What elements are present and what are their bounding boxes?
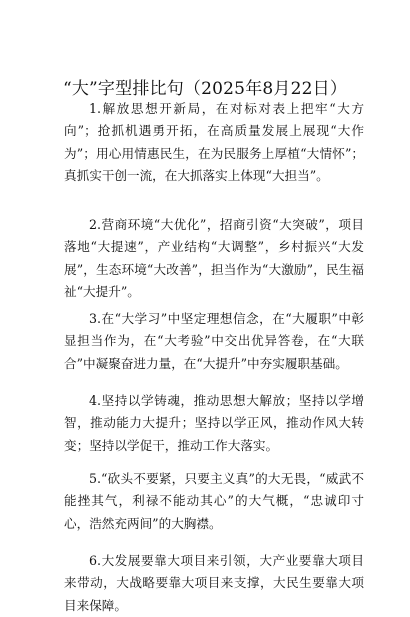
document-title: “大”字型排比句（2025年8月22日） <box>62 79 348 99</box>
paragraph-3: 3.在“大学习”中坚定理想信念，在“大履职”中彰显担当作为，在“大考验”中交出优异答卷，在“大联合”中凝聚奋进力量，在“大提升”中夯实履职基础。 <box>64 311 364 371</box>
paragraph-4: 4.坚持以学铸魂，推动思想大解放；坚持以学增智，推动能力大提升；坚持以学正风，推动作风大转变；坚持以学促干，推动工作大落实。 <box>64 393 364 453</box>
paragraph-5: 5.“砍头不要紧，只要主义真”的大无畏，“威武不能挫其气，利禄不能动其心”的大气概，“忠诚印寸心，浩然充两间”的大胸襟。 <box>64 471 364 531</box>
paragraph-2: 2.营商环境“大优化”，招商引资“大突破”，项目落地“大提速”，产业结构“大调整”，乡村振兴“大发展”，生态环境“大改善”，担当作为“大激励”，民生福祉“大提升”。 <box>64 217 364 300</box>
paragraph-1: 1.解放思想开新局，在对标对表上把牢“大方向”；抢抓机遇勇开拓，在高质量发展上展现“大作为”；用心用情惠民生，在为民服务上厚植“大情怀”；真抓实干创一流，在大抓落实上体现“大担当”。 <box>64 101 364 184</box>
paragraph-6: 6.大发展要靠大项目来引领，大产业要靠大项目来带动，大战略要靠大项目来支撑，大民生要靠大项目来保障。 <box>64 553 364 613</box>
